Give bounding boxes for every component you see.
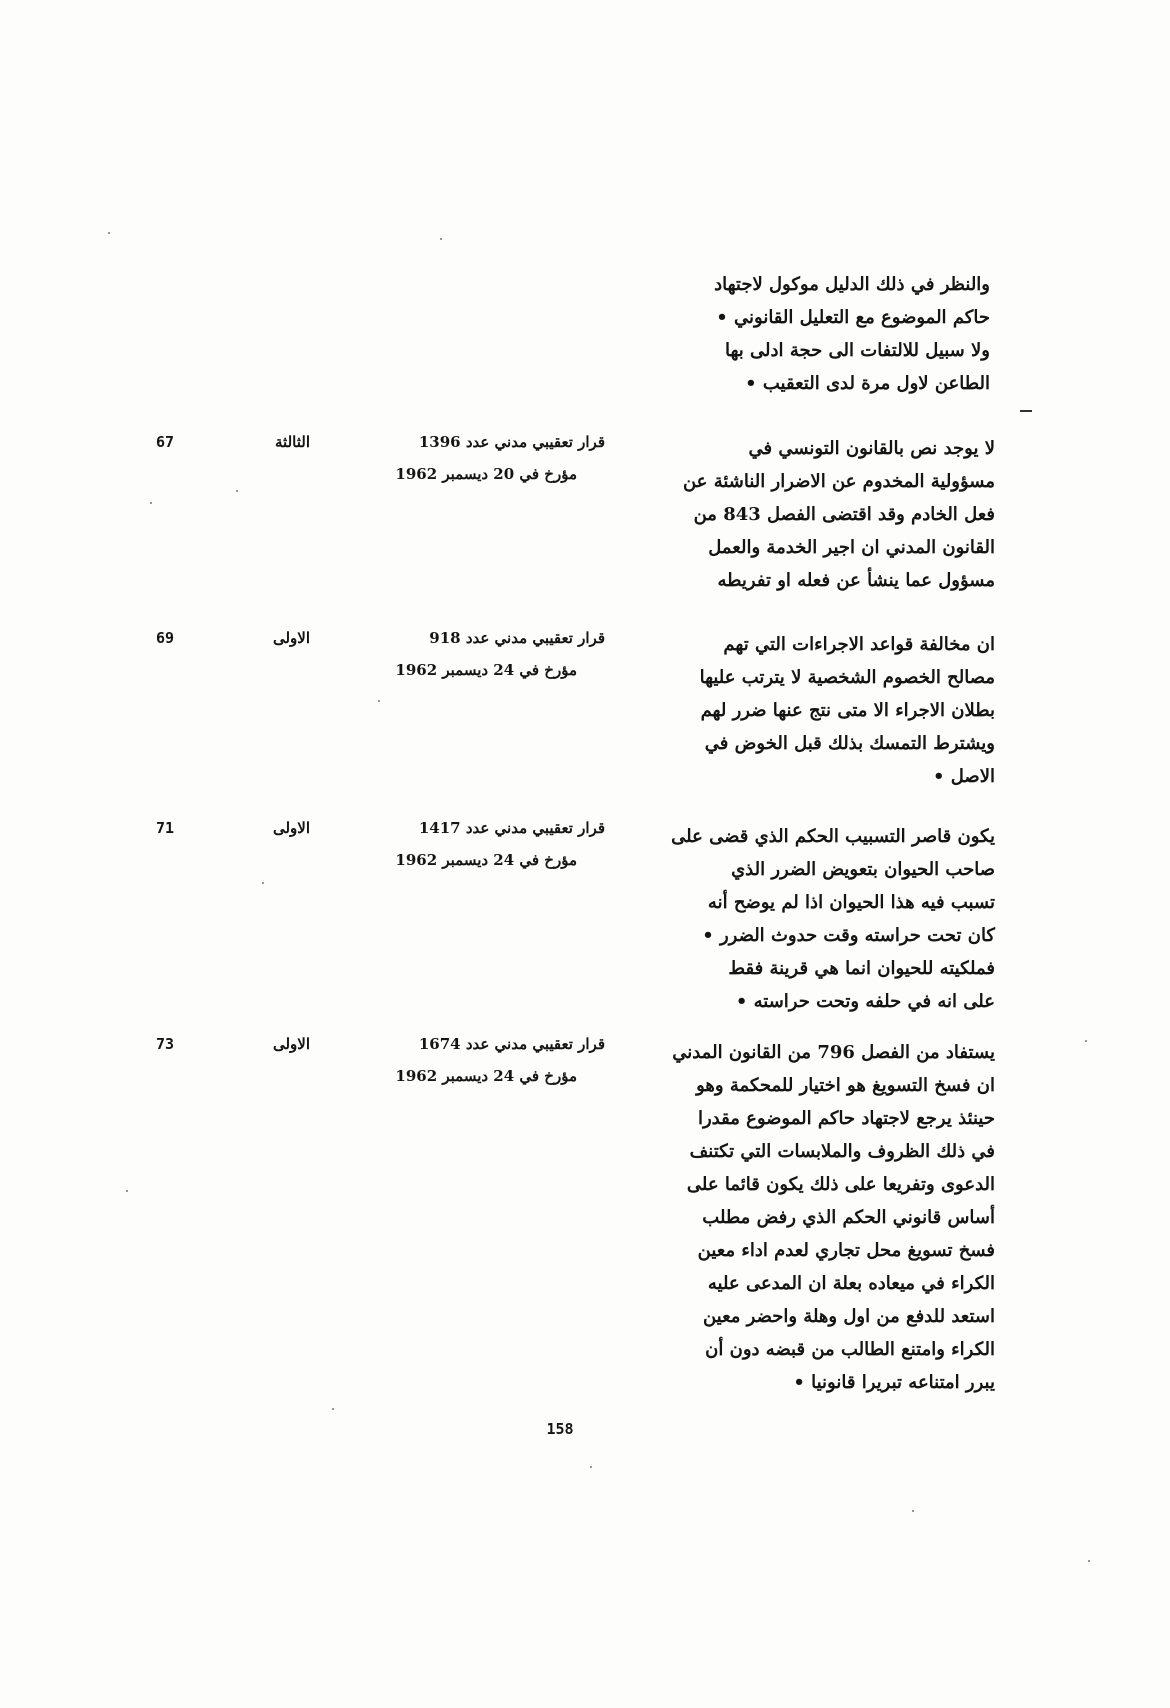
summary-line: ويشترط التمسك بذلك قبل الخوض في [704, 733, 995, 754]
page-number: 158 [546, 1420, 574, 1438]
summary-line: يكون قاصر التسبيب الحكم الذي قضى على [671, 826, 995, 847]
decision-reference [335, 622, 605, 686]
summary-line: الدعوى وتفريعا على ذلك يكون قائما على [686, 1174, 995, 1195]
scan-speck [108, 232, 110, 234]
scan-speck [262, 882, 264, 884]
summary-line: حينئذ يرجع لاجتهاد حاكم الموضوع مقدرا [697, 1108, 995, 1129]
summary-line: يبرر امتناعه تبريرا قانونيا • [793, 1372, 995, 1393]
decision-summary [640, 628, 995, 793]
margin-dash-mark [1020, 410, 1032, 412]
summary-line: على انه في حلفه وتحت حراسته • [735, 991, 995, 1012]
summary-line: صاحب الحيوان بتعويض الضرر الذي [731, 859, 995, 880]
summary-line: مسؤول عما ينشأ عن فعله او تفريطه [717, 570, 995, 591]
reference-number: قرار تعقيبي مدني عدد 1396 [418, 433, 605, 451]
decision-summary [640, 1036, 995, 1399]
intro-line: الطاعن لاول مرة لدى التعقيب • [745, 373, 990, 394]
reference-date: مؤرخ في 20 ديسمبر 1962 [395, 465, 577, 483]
reference-number: قرار تعقيبي مدني عدد 1417 [418, 819, 605, 837]
intro-line: حاكم الموضوع مع التعليل القانوني • [716, 307, 990, 328]
decision-reference [335, 1028, 605, 1092]
reference-date: مؤرخ في 24 ديسمبر 1962 [395, 1067, 577, 1085]
reference-date: مؤرخ في 24 ديسمبر 1962 [395, 851, 577, 869]
decision-reference [335, 812, 605, 876]
summary-line: استعد للدفع من اول وهلة واحضر معين [702, 1306, 995, 1327]
summary-line: في ذلك الظروف والملابسات التي تكتنف [689, 1141, 995, 1162]
summary-line: الاصل • [933, 766, 995, 787]
scan-speck [1085, 1040, 1087, 1042]
scan-speck [236, 490, 238, 492]
summary-line: فملكيته للحيوان انما هي قرينة فقط [728, 958, 995, 979]
page-reference: 73 [155, 1035, 175, 1053]
summary-line: الكراء في ميعاده بعلة ان المدعى عليه [707, 1273, 995, 1294]
summary-line: أساس قانوني الحكم الذي رفض مطلب [702, 1207, 995, 1228]
scan-speck [440, 238, 442, 240]
scan-speck [126, 1190, 128, 1192]
reference-date: مؤرخ في 24 ديسمبر 1962 [395, 661, 577, 679]
summary-line: ان فسخ التسويغ هو اختيار للمحكمة وهو [696, 1075, 995, 1096]
decision-summary [640, 820, 995, 1018]
summary-line: يستفاد من الفصل 796 من القانون المدني [672, 1042, 995, 1063]
summary-line: الكراء وامتنع الطالب من قبضه دون أن [705, 1339, 995, 1360]
decision-summary [640, 432, 995, 597]
scan-speck [332, 1408, 334, 1410]
summary-line: مصالح الخصوم الشخصية لا يترتب عليها [699, 667, 995, 688]
chamber-label: الثالثة [275, 433, 310, 451]
summary-line: لا يوجد نص بالقانون التونسي في [748, 438, 995, 459]
intro-paragraph [640, 268, 990, 400]
decision-reference [335, 426, 605, 490]
summary-line: ان مخالفة قواعد الاجراءات التي تهم [723, 634, 995, 655]
summary-line: بطلان الاجراء الا متى نتج عنها ضرر لهم [700, 700, 995, 721]
intro-line: ولا سبيل للالتفات الى حجة ادلى بها [725, 340, 990, 361]
reference-number: قرار تعقيبي مدني عدد 1674 [418, 1035, 605, 1053]
scan-speck [378, 700, 380, 702]
summary-line: القانون المدني ان اجير الخدمة والعمل [708, 537, 995, 558]
chamber-label: الاولى [272, 629, 310, 647]
scan-speck [912, 1510, 914, 1512]
summary-line: كان تحت حراسته وقت حدوث الضرر • [702, 925, 995, 946]
chamber-label: الاولى [272, 819, 310, 837]
chamber-label: الاولى [272, 1035, 310, 1053]
scan-speck [590, 1466, 592, 1468]
scan-speck [1088, 1560, 1090, 1562]
page-reference: 67 [155, 433, 175, 451]
summary-line: فسخ تسويغ محل تجاري لعدم اداء معين [697, 1240, 995, 1261]
scan-speck [150, 502, 152, 504]
page-reference: 69 [155, 629, 175, 647]
summary-line: فعل الخادم وقد اقتضى الفصل 843 من [693, 504, 995, 525]
page-reference: 71 [155, 819, 175, 837]
summary-line: تسبب فيه هذا الحيوان اذا لم يوضح أنه [707, 892, 995, 913]
reference-number: قرار تعقيبي مدني عدد 918 [429, 629, 605, 647]
intro-line: والنظر في ذلك الدليل موكول لاجتهاد [714, 274, 990, 295]
summary-line: مسؤولية المخدوم عن الاضرار الناشئة عن [682, 471, 995, 492]
